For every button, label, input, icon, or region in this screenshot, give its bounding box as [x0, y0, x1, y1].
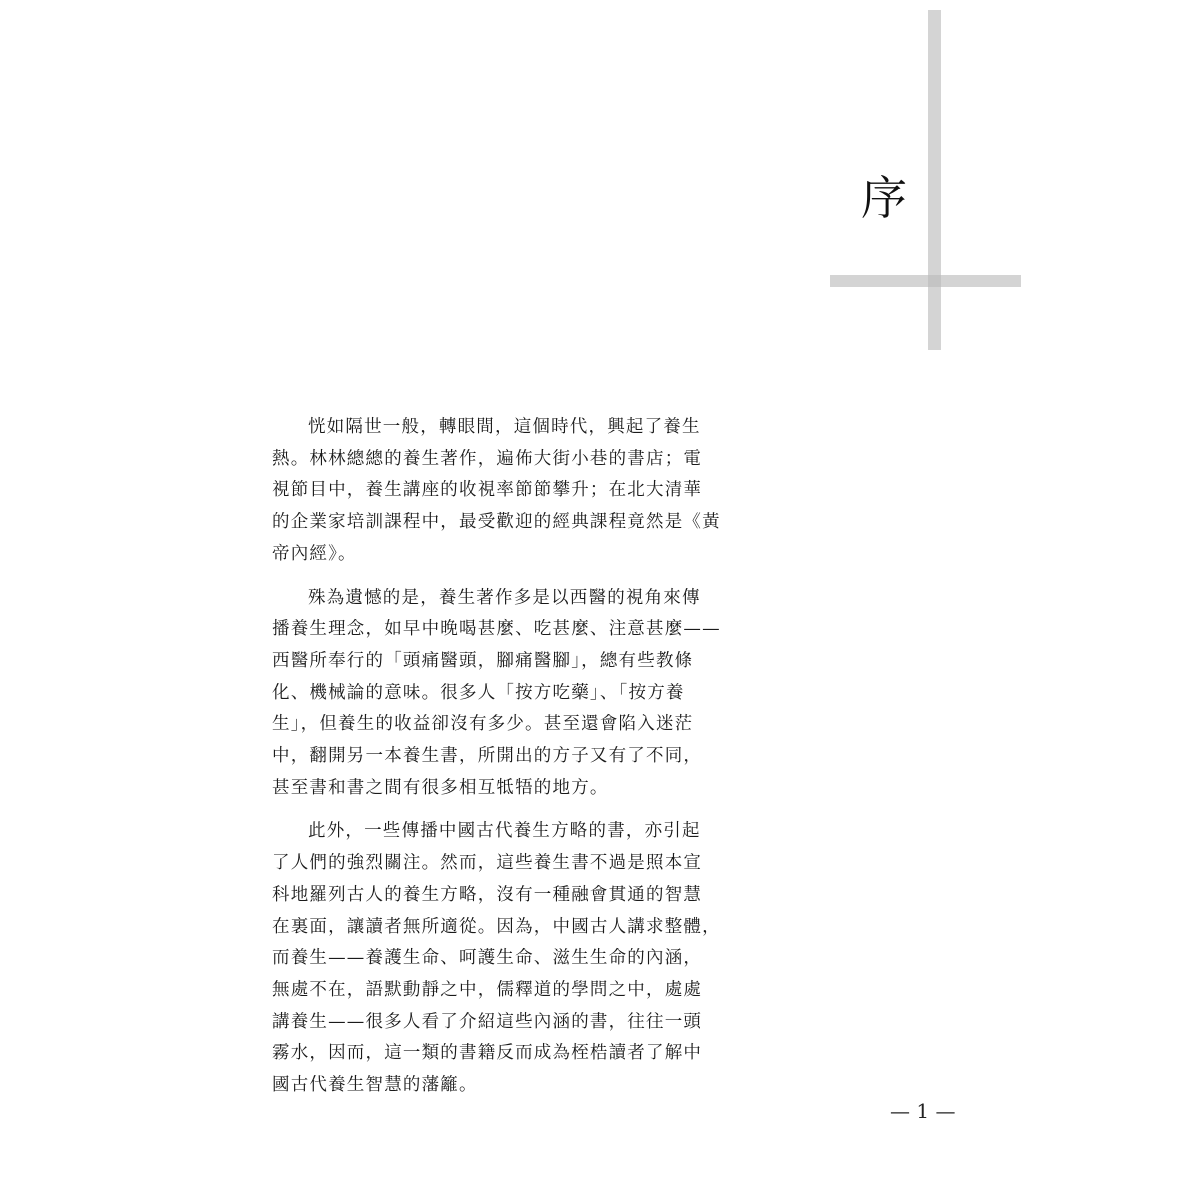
text-line: 霧水，因而，這一類的書籍反而成為桎梏讀者了解中 — [272, 1043, 703, 1064]
text-line: 生」，但養生的收益卻沒有多少。甚至還會陷入迷茫 — [272, 714, 694, 735]
paragraph-3 — [272, 816, 732, 1101]
text-line: 化、機械論的意味。很多人「按方吃藥」、「按方養 — [272, 682, 685, 703]
text-line: 恍如隔世一般，轉眼間，這個時代，興起了養生 — [308, 417, 701, 437]
preface-body — [272, 412, 732, 1114]
paragraph-2 — [272, 583, 732, 805]
page-number: — 1 — — [890, 1099, 956, 1123]
text-line: 而養生——養護生命、呵護生命、滋生生命的內涵， — [272, 948, 703, 969]
text-line: 帝內經》。 — [272, 543, 357, 564]
text-line: 在裏面，讓讀者無所適從。因為，中國古人講求整體， — [272, 916, 721, 937]
decorative-cross-vertical — [928, 10, 941, 350]
text-line: 西醫所奉行的「頭痛醫頭，腳痛醫腳」，總有些教條 — [272, 650, 694, 671]
decorative-cross-center — [928, 275, 941, 287]
text-line: 甚至書和書之間有很多相互牴牾的地方。 — [272, 777, 609, 798]
decorative-cross-horizontal — [830, 275, 1021, 287]
chapter-title: 序 — [861, 171, 907, 225]
text-line: 視節目中，養生講座的收視率節節攀升；在北大清華 — [272, 480, 703, 501]
text-line: 熱。林林總總的養生著作，遍佈大街小巷的書店；電 — [272, 448, 703, 469]
paragraph-1 — [272, 412, 732, 571]
text-line: 了人們的強烈關注。然而，這些養生書不過是照本宣 — [272, 853, 703, 874]
text-line: 科地羅列古人的養生方略，沒有一種融會貫通的智慧 — [272, 884, 703, 905]
text-line: 講養生——很多人看了介紹這些內涵的書，往往一頭 — [272, 1011, 703, 1032]
text-line: 殊為遺憾的是，養生著作多是以西醫的視角來傳 — [308, 587, 701, 608]
text-line: 播養生理念，如早中晚喝甚麼、吃甚麼、注意甚麼—— — [272, 619, 721, 640]
text-line: 此外，一些傳播中國古代養生方略的書，亦引起 — [308, 821, 701, 842]
text-line: 中，翻開另一本養生書，所開出的方子又有了不同， — [272, 746, 703, 767]
text-line: 無處不在，語默動靜之中，儒釋道的學問之中，處處 — [272, 979, 703, 1000]
text-line: 國古代養生智慧的藩籬。 — [272, 1075, 478, 1096]
text-line: 的企業家培訓課程中，最受歡迎的經典課程竟然是《黃 — [272, 512, 721, 533]
